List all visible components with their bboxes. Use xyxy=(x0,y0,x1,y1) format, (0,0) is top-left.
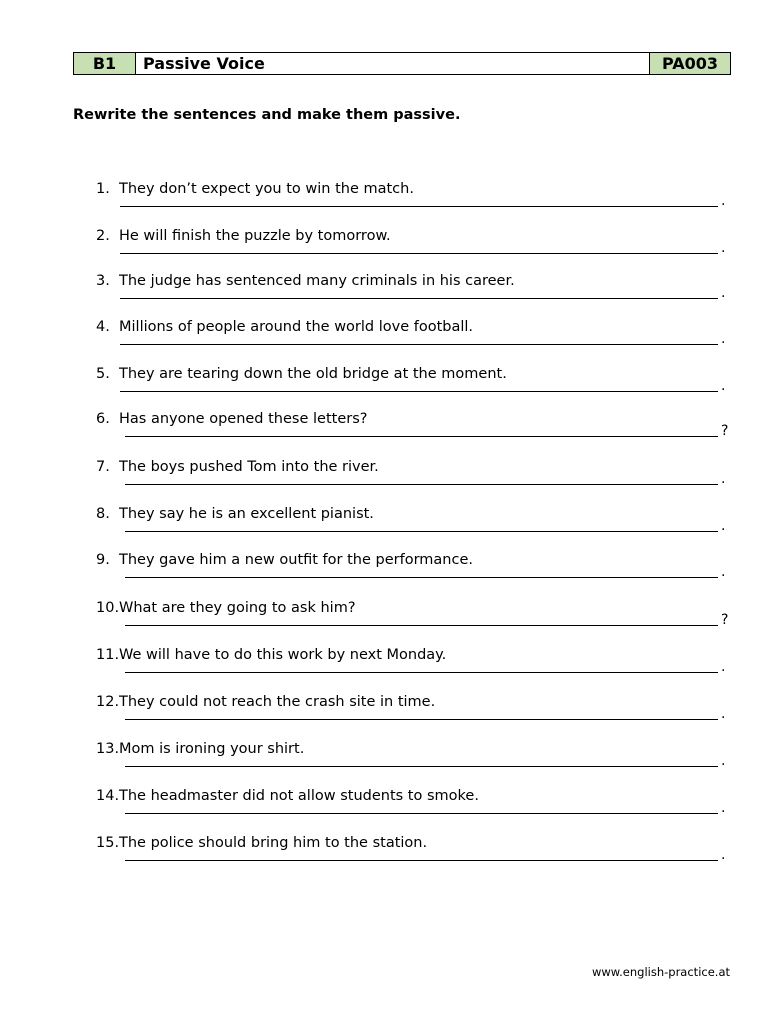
answer-line[interactable] xyxy=(120,206,718,207)
answer-line[interactable] xyxy=(125,719,718,720)
item-number: 14. xyxy=(96,788,120,804)
end-punctuation: . xyxy=(721,378,726,394)
item-sentence: They gave him a new outfit for the performance. xyxy=(119,552,473,568)
answer-line[interactable] xyxy=(125,436,718,437)
item-sentence: The boys pushed Tom into the river. xyxy=(119,459,379,475)
list-item xyxy=(0,181,768,227)
list-item xyxy=(0,273,768,319)
item-sentence: Millions of people around the world love football. xyxy=(119,319,474,335)
end-punctuation: . xyxy=(721,706,726,722)
list-item xyxy=(0,835,768,881)
item-sentence: The judge has sentenced many criminals in his career. xyxy=(119,273,515,289)
item-number: 13. xyxy=(96,741,120,757)
list-item xyxy=(0,411,768,457)
answer-line[interactable] xyxy=(120,253,718,254)
item-number: 3. xyxy=(96,273,110,289)
end-punctuation: . xyxy=(721,518,726,534)
answer-line[interactable] xyxy=(125,531,718,532)
item-number: 7. xyxy=(96,459,110,475)
list-item xyxy=(0,694,768,740)
item-sentence: We will have to do this work by next Monday. xyxy=(119,647,447,663)
end-punctuation: . xyxy=(721,193,726,209)
item-number: 8. xyxy=(96,506,110,522)
item-number: 11. xyxy=(96,647,120,663)
list-item xyxy=(0,366,768,412)
instructions: Rewrite the sentences and make them passive. xyxy=(73,107,461,123)
answer-line[interactable] xyxy=(120,298,718,299)
list-item xyxy=(0,319,768,365)
item-number: 15. xyxy=(96,835,120,851)
answer-line[interactable] xyxy=(125,813,718,814)
answer-line[interactable] xyxy=(125,860,718,861)
answer-line[interactable] xyxy=(125,577,718,578)
item-number: 5. xyxy=(96,366,110,382)
item-sentence: They say he is an excellent pianist. xyxy=(119,506,374,522)
end-punctuation: . xyxy=(721,471,726,487)
item-number: 2. xyxy=(96,228,110,244)
item-sentence: Mom is ironing your shirt. xyxy=(119,741,305,757)
end-punctuation: . xyxy=(721,331,726,347)
item-sentence: They don’t expect you to win the match. xyxy=(119,181,414,197)
answer-line[interactable] xyxy=(125,672,718,673)
item-number: 1. xyxy=(96,181,110,197)
footer-website: www.english-practice.at xyxy=(591,965,730,979)
item-number: 10. xyxy=(96,600,120,616)
item-sentence: The headmaster did not allow students to smoke. xyxy=(119,788,479,804)
item-number: 9. xyxy=(96,552,110,568)
list-item xyxy=(0,228,768,274)
item-sentence: They could not reach the crash site in time. xyxy=(119,694,436,710)
end-punctuation: . xyxy=(721,847,726,863)
end-punctuation: . xyxy=(721,800,726,816)
item-number: 6. xyxy=(96,411,110,427)
list-item xyxy=(0,788,768,834)
end-punctuation: ? xyxy=(721,612,729,628)
list-item xyxy=(0,741,768,787)
level-badge: B1 xyxy=(74,53,136,74)
list-item xyxy=(0,506,768,552)
answer-line[interactable] xyxy=(120,344,718,345)
item-sentence: Has anyone opened these letters? xyxy=(119,411,368,427)
item-number: 4. xyxy=(96,319,110,335)
end-punctuation: . xyxy=(721,659,726,675)
list-item xyxy=(0,647,768,693)
end-punctuation: . xyxy=(721,564,726,580)
end-punctuation: . xyxy=(721,285,726,301)
answer-line[interactable] xyxy=(125,766,718,767)
item-number: 12. xyxy=(96,694,120,710)
end-punctuation: . xyxy=(721,753,726,769)
worksheet-code: PA003 xyxy=(649,53,730,74)
list-item xyxy=(0,552,768,598)
item-sentence: The police should bring him to the station. xyxy=(119,835,428,851)
answer-line[interactable] xyxy=(120,391,718,392)
item-sentence: He will finish the puzzle by tomorrow. xyxy=(119,228,391,244)
worksheet-title: Passive Voice xyxy=(143,54,265,73)
list-item xyxy=(0,459,768,505)
end-punctuation: ? xyxy=(721,423,729,439)
answer-line[interactable] xyxy=(125,484,718,485)
end-punctuation: . xyxy=(721,240,726,256)
item-sentence: What are they going to ask him? xyxy=(119,600,356,616)
item-sentence: They are tearing down the old bridge at the moment. xyxy=(119,366,507,382)
list-item xyxy=(0,600,768,646)
answer-line[interactable] xyxy=(125,625,718,626)
